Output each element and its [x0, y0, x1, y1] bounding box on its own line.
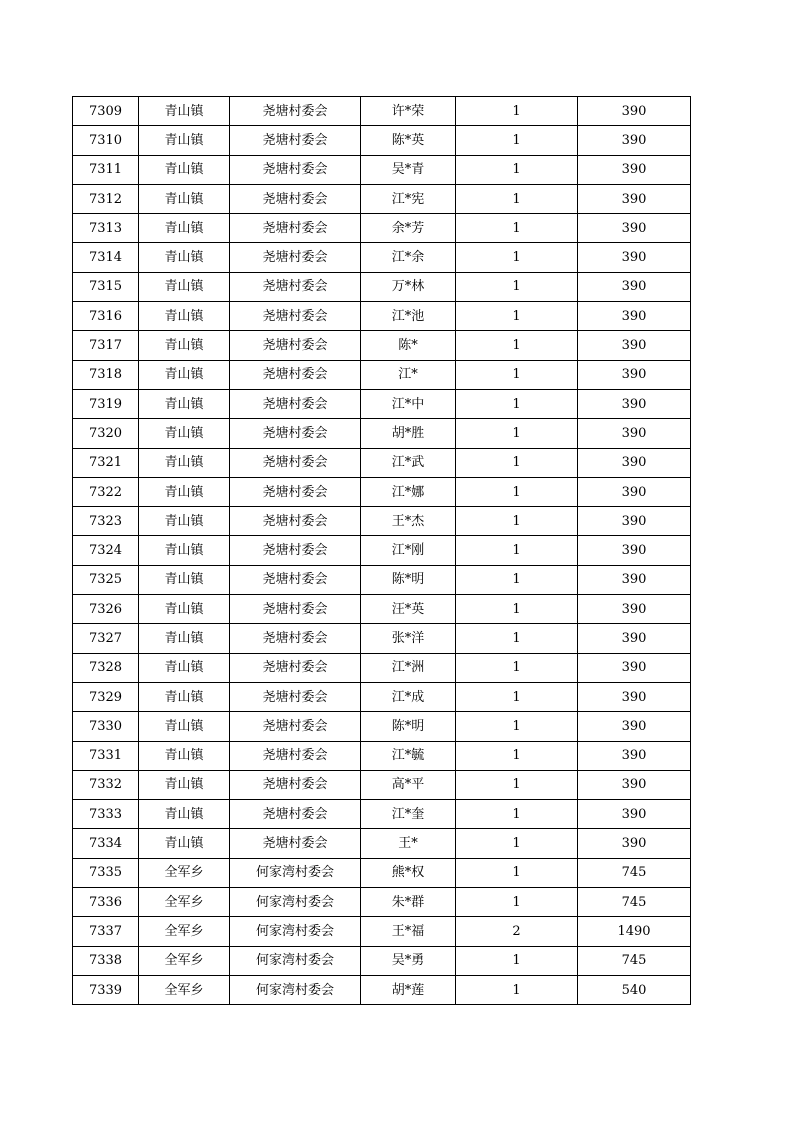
amount-cell: 390 [578, 419, 691, 448]
count-cell: 1 [456, 243, 578, 272]
table-row [73, 858, 691, 887]
table-body [73, 97, 691, 1005]
amount-cell: 390 [578, 712, 691, 741]
town-cell: 青山镇 [139, 243, 230, 272]
count-cell: 1 [456, 97, 578, 126]
amount-cell: 745 [578, 946, 691, 975]
table-row [73, 917, 691, 946]
amount-cell: 390 [578, 331, 691, 360]
table-row [73, 975, 691, 1004]
name-cell: 王*福 [361, 917, 456, 946]
village-committee-cell: 尧塘村委会 [230, 712, 361, 741]
count-cell: 1 [456, 829, 578, 858]
count-cell: 1 [456, 419, 578, 448]
village-committee-cell: 尧塘村委会 [230, 595, 361, 624]
table-row [73, 565, 691, 594]
table-row [73, 214, 691, 243]
table-row [73, 653, 691, 682]
town-cell: 全军乡 [139, 917, 230, 946]
row-number-cell: 7317 [73, 331, 139, 360]
count-cell: 1 [456, 712, 578, 741]
town-cell: 青山镇 [139, 448, 230, 477]
row-number-cell: 7328 [73, 653, 139, 682]
name-cell: 高*平 [361, 770, 456, 799]
table-row [73, 243, 691, 272]
table-row [73, 770, 691, 799]
amount-cell: 745 [578, 858, 691, 887]
count-cell: 1 [456, 477, 578, 506]
town-cell: 青山镇 [139, 272, 230, 301]
name-cell: 朱*群 [361, 888, 456, 917]
town-cell: 青山镇 [139, 97, 230, 126]
count-cell: 1 [456, 331, 578, 360]
row-number-cell: 7321 [73, 448, 139, 477]
count-cell: 1 [456, 888, 578, 917]
village-committee-cell: 尧塘村委会 [230, 302, 361, 331]
count-cell: 1 [456, 975, 578, 1004]
row-number-cell: 7327 [73, 624, 139, 653]
village-committee-cell: 尧塘村委会 [230, 331, 361, 360]
name-cell: 陈* [361, 331, 456, 360]
town-cell: 青山镇 [139, 770, 230, 799]
village-committee-cell: 何家湾村委会 [230, 917, 361, 946]
town-cell: 青山镇 [139, 682, 230, 711]
village-committee-cell: 尧塘村委会 [230, 741, 361, 770]
village-committee-cell: 尧塘村委会 [230, 536, 361, 565]
amount-cell: 390 [578, 448, 691, 477]
row-number-cell: 7312 [73, 184, 139, 213]
table-row [73, 126, 691, 155]
count-cell: 1 [456, 536, 578, 565]
name-cell: 江* [361, 360, 456, 389]
name-cell: 许*荣 [361, 97, 456, 126]
row-number-cell: 7314 [73, 243, 139, 272]
village-committee-cell: 何家湾村委会 [230, 946, 361, 975]
town-cell: 青山镇 [139, 507, 230, 536]
name-cell: 吴*勇 [361, 946, 456, 975]
row-number-cell: 7309 [73, 97, 139, 126]
row-number-cell: 7318 [73, 360, 139, 389]
town-cell: 全军乡 [139, 946, 230, 975]
row-number-cell: 7336 [73, 888, 139, 917]
row-number-cell: 7315 [73, 272, 139, 301]
count-cell: 1 [456, 507, 578, 536]
amount-cell: 390 [578, 155, 691, 184]
town-cell: 青山镇 [139, 302, 230, 331]
amount-cell: 390 [578, 272, 691, 301]
name-cell: 胡*莲 [361, 975, 456, 1004]
count-cell: 1 [456, 360, 578, 389]
town-cell: 青山镇 [139, 184, 230, 213]
name-cell: 江*武 [361, 448, 456, 477]
table-row [73, 272, 691, 301]
name-cell: 江*余 [361, 243, 456, 272]
count-cell: 1 [456, 682, 578, 711]
table-row [73, 477, 691, 506]
row-number-cell: 7331 [73, 741, 139, 770]
village-committee-cell: 尧塘村委会 [230, 565, 361, 594]
table-row [73, 184, 691, 213]
table-row [73, 302, 691, 331]
table-row [73, 595, 691, 624]
row-number-cell: 7326 [73, 595, 139, 624]
village-committee-cell: 尧塘村委会 [230, 829, 361, 858]
town-cell: 青山镇 [139, 419, 230, 448]
village-committee-cell: 尧塘村委会 [230, 184, 361, 213]
village-committee-cell: 何家湾村委会 [230, 888, 361, 917]
amount-cell: 390 [578, 507, 691, 536]
village-committee-cell: 尧塘村委会 [230, 800, 361, 829]
amount-cell: 390 [578, 302, 691, 331]
amount-cell: 390 [578, 741, 691, 770]
town-cell: 青山镇 [139, 624, 230, 653]
row-number-cell: 7332 [73, 770, 139, 799]
amount-cell: 390 [578, 770, 691, 799]
town-cell: 青山镇 [139, 565, 230, 594]
town-cell: 青山镇 [139, 214, 230, 243]
table-row [73, 800, 691, 829]
table-row [73, 155, 691, 184]
row-number-cell: 7338 [73, 946, 139, 975]
count-cell: 1 [456, 770, 578, 799]
name-cell: 江*娜 [361, 477, 456, 506]
row-number-cell: 7333 [73, 800, 139, 829]
table-row [73, 712, 691, 741]
amount-cell: 390 [578, 565, 691, 594]
table-row [73, 741, 691, 770]
row-number-cell: 7320 [73, 419, 139, 448]
village-committee-cell: 尧塘村委会 [230, 507, 361, 536]
village-committee-cell: 尧塘村委会 [230, 624, 361, 653]
amount-cell: 540 [578, 975, 691, 1004]
amount-cell: 390 [578, 126, 691, 155]
table-row [73, 682, 691, 711]
count-cell: 1 [456, 155, 578, 184]
name-cell: 余*芳 [361, 214, 456, 243]
town-cell: 青山镇 [139, 155, 230, 184]
amount-cell: 390 [578, 97, 691, 126]
amount-cell: 390 [578, 653, 691, 682]
count-cell: 1 [456, 653, 578, 682]
amount-cell: 390 [578, 682, 691, 711]
row-number-cell: 7334 [73, 829, 139, 858]
row-number-cell: 7316 [73, 302, 139, 331]
village-committee-cell: 尧塘村委会 [230, 214, 361, 243]
count-cell: 1 [456, 946, 578, 975]
name-cell: 江*毓 [361, 741, 456, 770]
village-committee-cell: 尧塘村委会 [230, 448, 361, 477]
village-committee-cell: 尧塘村委会 [230, 477, 361, 506]
town-cell: 全军乡 [139, 975, 230, 1004]
name-cell: 熊*权 [361, 858, 456, 887]
name-cell: 江*宪 [361, 184, 456, 213]
name-cell: 张*洋 [361, 624, 456, 653]
data-table [72, 96, 691, 1005]
row-number-cell: 7323 [73, 507, 139, 536]
row-number-cell: 7311 [73, 155, 139, 184]
name-cell: 吴*青 [361, 155, 456, 184]
amount-cell: 390 [578, 243, 691, 272]
count-cell: 1 [456, 389, 578, 418]
row-number-cell: 7337 [73, 917, 139, 946]
row-number-cell: 7310 [73, 126, 139, 155]
name-cell: 江*洲 [361, 653, 456, 682]
count-cell: 1 [456, 302, 578, 331]
name-cell: 江*中 [361, 389, 456, 418]
count-cell: 1 [456, 858, 578, 887]
village-committee-cell: 尧塘村委会 [230, 155, 361, 184]
amount-cell: 390 [578, 829, 691, 858]
name-cell: 江*池 [361, 302, 456, 331]
table-row [73, 389, 691, 418]
count-cell: 1 [456, 126, 578, 155]
count-cell: 1 [456, 214, 578, 243]
town-cell: 青山镇 [139, 126, 230, 155]
town-cell: 青山镇 [139, 800, 230, 829]
table-row [73, 536, 691, 565]
village-committee-cell: 尧塘村委会 [230, 682, 361, 711]
table-row [73, 419, 691, 448]
town-cell: 青山镇 [139, 712, 230, 741]
name-cell: 王*杰 [361, 507, 456, 536]
row-number-cell: 7319 [73, 389, 139, 418]
village-committee-cell: 尧塘村委会 [230, 653, 361, 682]
name-cell: 江*奎 [361, 800, 456, 829]
village-committee-cell: 尧塘村委会 [230, 360, 361, 389]
count-cell: 1 [456, 184, 578, 213]
amount-cell: 390 [578, 360, 691, 389]
name-cell: 胡*胜 [361, 419, 456, 448]
table-row [73, 448, 691, 477]
village-committee-cell: 尧塘村委会 [230, 389, 361, 418]
town-cell: 全军乡 [139, 888, 230, 917]
row-number-cell: 7325 [73, 565, 139, 594]
count-cell: 1 [456, 800, 578, 829]
town-cell: 青山镇 [139, 595, 230, 624]
town-cell: 青山镇 [139, 360, 230, 389]
count-cell: 1 [456, 624, 578, 653]
town-cell: 青山镇 [139, 536, 230, 565]
row-number-cell: 7335 [73, 858, 139, 887]
table-row [73, 624, 691, 653]
table-row [73, 360, 691, 389]
table-row [73, 888, 691, 917]
name-cell: 陈*明 [361, 565, 456, 594]
town-cell: 青山镇 [139, 829, 230, 858]
count-cell: 1 [456, 272, 578, 301]
amount-cell: 390 [578, 477, 691, 506]
amount-cell: 390 [578, 595, 691, 624]
village-committee-cell: 尧塘村委会 [230, 97, 361, 126]
village-committee-cell: 尧塘村委会 [230, 419, 361, 448]
table-row [73, 97, 691, 126]
table-row [73, 331, 691, 360]
town-cell: 青山镇 [139, 653, 230, 682]
amount-cell: 1490 [578, 917, 691, 946]
count-cell: 2 [456, 917, 578, 946]
row-number-cell: 7329 [73, 682, 139, 711]
village-committee-cell: 何家湾村委会 [230, 858, 361, 887]
name-cell: 汪*英 [361, 595, 456, 624]
name-cell: 万*林 [361, 272, 456, 301]
village-committee-cell: 尧塘村委会 [230, 272, 361, 301]
amount-cell: 390 [578, 624, 691, 653]
row-number-cell: 7313 [73, 214, 139, 243]
town-cell: 青山镇 [139, 389, 230, 418]
town-cell: 青山镇 [139, 331, 230, 360]
name-cell: 王* [361, 829, 456, 858]
table-row [73, 507, 691, 536]
name-cell: 江*刚 [361, 536, 456, 565]
town-cell: 全军乡 [139, 858, 230, 887]
village-committee-cell: 何家湾村委会 [230, 975, 361, 1004]
table-row [73, 946, 691, 975]
village-committee-cell: 尧塘村委会 [230, 770, 361, 799]
amount-cell: 745 [578, 888, 691, 917]
count-cell: 1 [456, 448, 578, 477]
amount-cell: 390 [578, 800, 691, 829]
count-cell: 1 [456, 741, 578, 770]
village-committee-cell: 尧塘村委会 [230, 126, 361, 155]
amount-cell: 390 [578, 536, 691, 565]
name-cell: 陈*明 [361, 712, 456, 741]
name-cell: 陈*英 [361, 126, 456, 155]
row-number-cell: 7330 [73, 712, 139, 741]
table-row [73, 829, 691, 858]
town-cell: 青山镇 [139, 741, 230, 770]
count-cell: 1 [456, 595, 578, 624]
row-number-cell: 7324 [73, 536, 139, 565]
town-cell: 青山镇 [139, 477, 230, 506]
amount-cell: 390 [578, 184, 691, 213]
village-committee-cell: 尧塘村委会 [230, 243, 361, 272]
count-cell: 1 [456, 565, 578, 594]
amount-cell: 390 [578, 389, 691, 418]
row-number-cell: 7339 [73, 975, 139, 1004]
amount-cell: 390 [578, 214, 691, 243]
name-cell: 江*成 [361, 682, 456, 711]
row-number-cell: 7322 [73, 477, 139, 506]
